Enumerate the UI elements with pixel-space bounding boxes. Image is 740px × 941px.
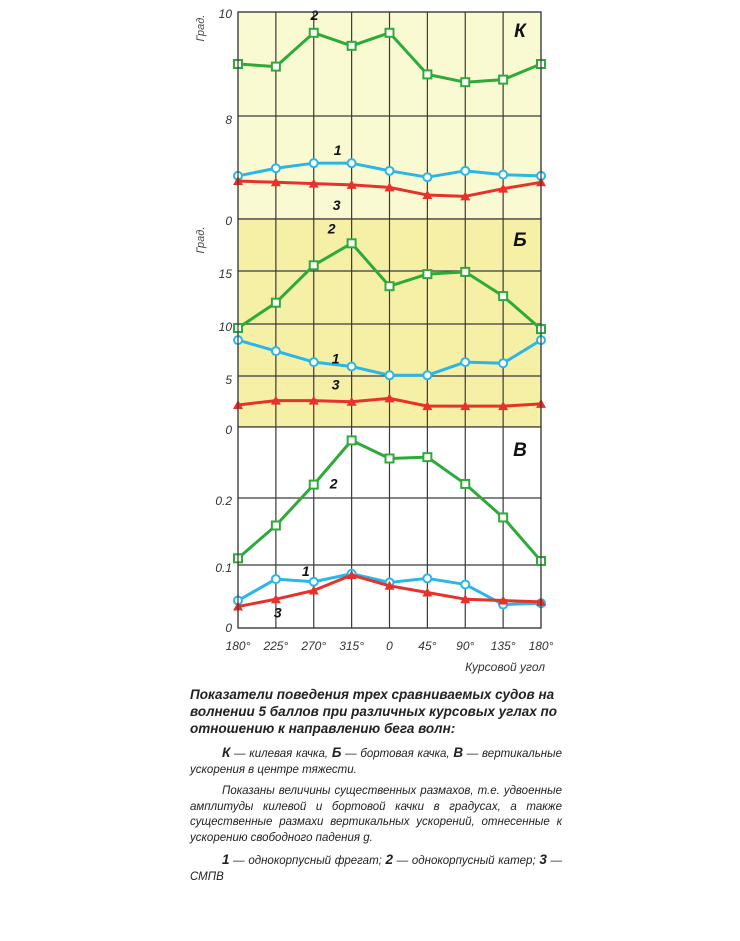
series-1-point (461, 167, 469, 175)
x-tick-label: 135° (490, 639, 516, 653)
caption-legend (190, 745, 562, 778)
ship-3-key: 3 (539, 852, 547, 867)
series-1-point (423, 371, 431, 379)
series-1-point (310, 358, 318, 366)
ship-1-text: — однокорпусный фрегат; (229, 855, 386, 867)
panel-2-ylabel: Град. (195, 226, 207, 254)
series-2-point (423, 70, 431, 78)
panel-2-ytick-label: 15 (218, 267, 232, 281)
panel-3-ytick-label: 0.2 (215, 494, 232, 508)
series-2-label: 2 (310, 6, 319, 23)
series-2-point (348, 436, 356, 444)
series-1-point (499, 359, 507, 367)
series-1-label: 1 (301, 562, 310, 579)
panel-2-ytick-label: 0 (225, 423, 232, 437)
series-3-label: 3 (331, 376, 340, 393)
series-2-point (461, 480, 469, 488)
panel-2-ytick-label: 10 (218, 320, 232, 334)
series-1-point (348, 363, 356, 371)
series-1-point (272, 164, 280, 172)
series-2-point (272, 299, 280, 307)
series-1-point (423, 173, 431, 181)
series-2-point (461, 268, 469, 276)
series-2-point (499, 76, 507, 84)
series-1-label: 1 (333, 142, 342, 159)
ship-2-text: — однокорпусный катер; (393, 855, 540, 867)
series-1-point (348, 159, 356, 167)
panel-1-ytick-label: 8 (225, 113, 232, 127)
series-1-point (310, 578, 318, 586)
panel-2-ytick-label: 5 (225, 373, 232, 387)
legend-k-text: — килевая качка, (230, 748, 332, 760)
series-2-point (386, 282, 394, 290)
panel-1-ytick-label: 10 (218, 7, 232, 21)
series-1-point (272, 575, 280, 583)
panel-3-ytick-label: 0 (225, 621, 232, 635)
series-2-point (310, 29, 318, 37)
figure-caption (190, 686, 562, 885)
series-1-point (386, 371, 394, 379)
series-1-label: 1 (331, 350, 340, 367)
caption-ships (190, 852, 562, 885)
series-2-point (423, 270, 431, 278)
x-tick-label: 225° (263, 639, 289, 653)
series-2-point (386, 29, 394, 37)
legend-b-text: — бортовая качка, (341, 748, 454, 760)
x-tick-label: 90° (456, 639, 475, 653)
x-axis-title: Курсовой угол (465, 660, 545, 674)
series-2-point (272, 63, 280, 71)
legend-v-text: — вертикальные ускорения в центре тяжести. (190, 748, 562, 776)
panel-3-ytick-label: 0.1 (215, 561, 232, 575)
x-tick-label: 315° (339, 639, 365, 653)
series-2-point (461, 78, 469, 86)
series-1-point (310, 159, 318, 167)
legend-k-key: К (222, 745, 231, 760)
series-1-point (423, 574, 431, 582)
series-2-point (499, 513, 507, 521)
x-tick-label: 180° (225, 639, 251, 653)
ship-3-text: — СМПВ (190, 855, 562, 883)
caption-title: Показатели поведения трех сравниваемых судов на волнении 5 баллов при различных курсовых углах по отношению к направлению бега волн: (190, 687, 557, 736)
panel-1-label: К (514, 21, 526, 42)
legend-v-key: В (453, 745, 464, 760)
series-2-point (348, 239, 356, 247)
panel-1-ylabel: Град. (195, 14, 207, 42)
series-3-label: 3 (332, 196, 341, 213)
panel-2-label: Б (513, 230, 527, 251)
series-2-point (423, 453, 431, 461)
x-tick-label: 45° (418, 639, 437, 653)
series-2-point (310, 481, 318, 489)
series-2-label: 2 (327, 220, 336, 237)
ship-2-key: 2 (385, 852, 394, 867)
ship-1-key: 1 (222, 852, 230, 867)
panel-3-label: В (513, 440, 527, 461)
caption-note: Показаны величины существенных размахов, т.е. удвоенные амплитуды килевой и бортовой качки в градусах, а также существенные размахи вертикальных ускорений, отнесенные к ускорению свободного падения g. (190, 785, 562, 844)
x-tick-label: 270° (301, 639, 327, 653)
x-tick-label: 180° (528, 639, 554, 653)
series-2-point (310, 261, 318, 269)
series-1-point (272, 347, 280, 355)
series-3-label: 3 (273, 604, 282, 621)
x-tick-label: 0 (386, 639, 393, 653)
series-2-point (272, 521, 280, 529)
series-2-point (499, 292, 507, 300)
series-2-label: 2 (329, 475, 338, 492)
series-1-point (461, 358, 469, 366)
panel-1-ytick-label: 0 (225, 214, 232, 228)
series-2-point (348, 42, 356, 50)
series-1-point (461, 580, 469, 588)
series-2-point (386, 454, 394, 462)
series-1-point (386, 167, 394, 175)
series-1-point (499, 171, 507, 179)
legend-b-key: Б (331, 745, 342, 760)
